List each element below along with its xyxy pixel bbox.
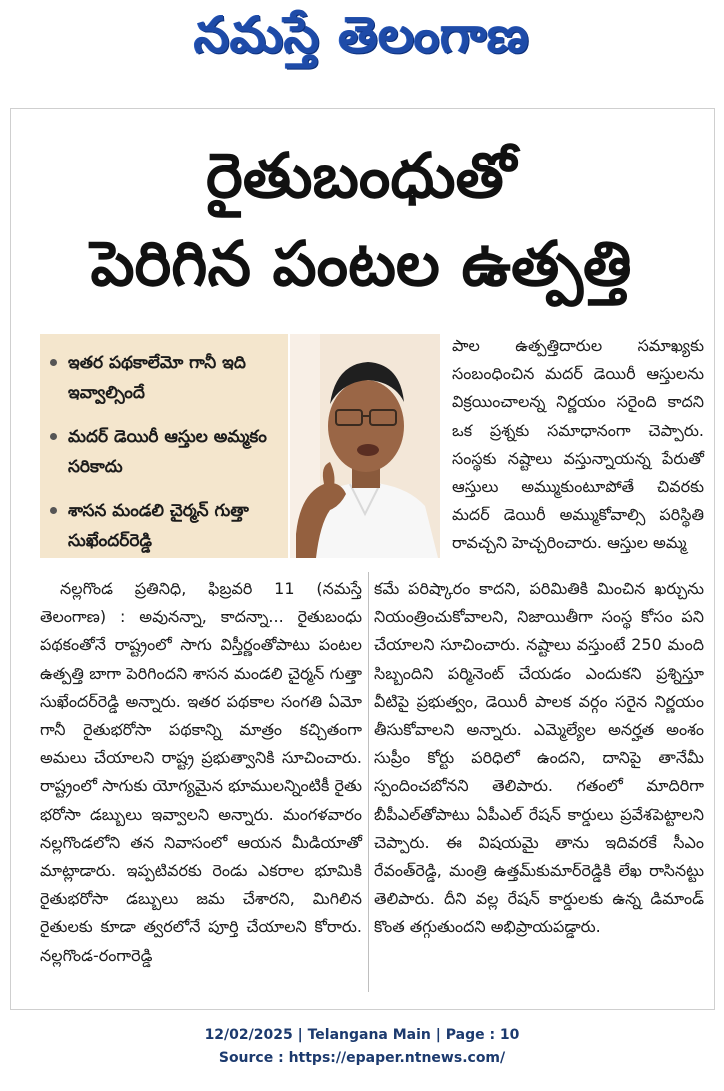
speaker-photo bbox=[290, 334, 440, 558]
highlight-item bbox=[40, 348, 280, 408]
speaker-portrait-icon bbox=[290, 334, 440, 558]
footer-date-page: 12/02/2025 | Telangana Main | Page : 10 bbox=[204, 1027, 520, 1043]
masthead bbox=[0, 0, 724, 92]
bullet-icon bbox=[50, 433, 57, 440]
highlight-item bbox=[40, 496, 280, 556]
bullet-icon bbox=[50, 507, 57, 514]
highlight-text: శాసన మండలి చైర్మన్ గుత్తా సుఖేందర్‌రెడ్డి bbox=[68, 501, 249, 551]
highlight-text: ఇతర పథకాలేమో గానీ ఇది ఇవ్వాల్సిందే bbox=[68, 353, 246, 403]
highlights-box bbox=[40, 334, 288, 558]
article-column-right-bottom: కమే పరిష్కారం కాదని, పరిమితికి మించిన ఖర్చును నియంత్రించుకోవాలని, నిజాయితీగా సంస్థ కోసం పని చేయాలని సూచించారు. నష్టాలు వస్తుంటే 250 మంది సిబ్బందిని పర్మినెంట్ చేయడం ఎందుకని ప్రశ్నిస్తూ వీటిపై ప్రభుత్వం, డెయిరీ పాలక వర్గం సరైన నిర్ణయం తీసుకోవాలని అన్నారు. ఎమ్మెల్యేల అనర్హత అంశం సుప్రీం కోర్టు పరిధిలో ఉందని, దానిపై తానేమీ స్పందించబోనని తెలిపారు. గతంలో మాదిరిగా బీపీఎల్‌తోపాటు ఏపీఎల్ రేషన్ కార్డులు ప్రవేశపెట్టాలని చెప్పారు. ఈ విషయమై తాను ఇదివరకే సీఎం రేవంత్‌రెడ్డి, మంత్రి ఉత్తమ్‌కుమార్‌రెడ్డికి లేఖ రాసినట్టు తెలిపారు. దీని వల్ల రేషన్ కార్డులకు ఉన్న డిమాండ్ కొంత తగ్గుతుందని అభిప్రాయపడ్డారు. bbox=[374, 579, 704, 937]
article-column-left: నల్లగొండ ప్రతినిధి, ఫిబ్రవరి 11 (నమస్తే తెలంగాణ) : అవునన్నా, కాదన్నా... రైతుబంధు పథకంతోనే రాష్ట్రంలో సాగు విస్తీర్ణంతోపాటు పంటల ఉత్పత్తి బాగా పెరిగిందని శాసన మండలి చైర్మన్ గుత్తా సుఖేందర్‌రెడ్డి అన్నారు. ఇతర పథకాల సంగతి ఏమో గానీ రైతుభరోసా పథకాన్ని మాత్రం కచ్చితంగా అమలు చేయాలని రాష్ట్ర ప్రభుత్వానికి సూచించారు. రాష్ట్రంలో సాగుకు యోగ్యమైన భూములన్నింటికీ రైతు భరోసా డబ్బులు ఇవ్వాలని అన్నారు. మంగళవారం నల్లగొండలోని తన నివాసంలో ఆయన మీడియాతో మాట్లాడారు. ఇప్పటివరకు రెండు ఎకరాల భూమికి రైతుభరోసా డబ్బులు జమ చేశారని, మిగిలిన రైతులకు కూడా త్వరలోనే పూర్తి చేయాలని కోరారు. నల్లగొండ-రంగారెడ్డి bbox=[40, 579, 362, 965]
highlight-item bbox=[40, 422, 280, 482]
newspaper-title: నమస్తే తెలంగాణ bbox=[194, 6, 530, 64]
article-column-right-top: పాల ఉత్పత్తిదారుల సమాఖ్యకు సంబంధించిన మదర్ డెయిరీ ఆస్తులను విక్రయించాలన్న నిర్ణయం సరైంది కాదని ఒక ప్రశ్నకు సమాధానంగా చెప్పారు. సంస్థకు నష్టాలు వస్తున్నాయన్న పేరుతో ఆస్తులు అమ్ముకుంటూపోతే చివరకు మదర్ డెయిరీ అమ్ముకోవాల్సి పరిస్థితి రావచ్చని హెచ్చరించారు. ఆస్తుల అమ్మ bbox=[452, 336, 704, 553]
headline-line-1: రైతుబంధుతో bbox=[205, 139, 517, 212]
highlight-text: మదర్ డెయిరీ ఆస్తుల అమ్మకం సరికాదు bbox=[68, 427, 267, 477]
footer-source: Source : https://epaper.ntnews.com/ bbox=[218, 1050, 506, 1066]
column-divider bbox=[368, 572, 369, 992]
headline-line-2: పెరిగిన పంటల ఉత్పత్తి bbox=[90, 227, 632, 300]
bullet-icon bbox=[50, 359, 57, 366]
